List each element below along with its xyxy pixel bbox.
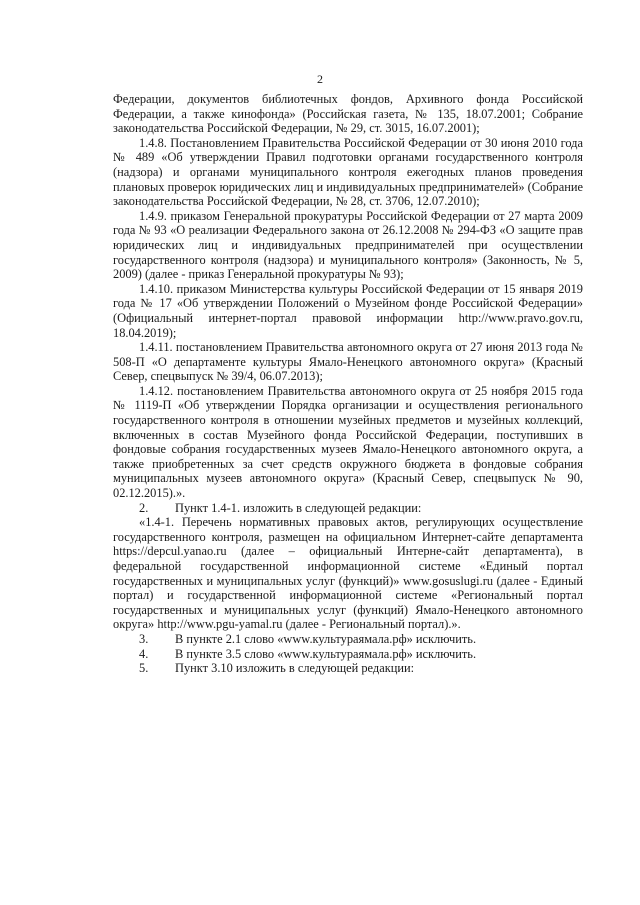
item-text: В пункте 3.5 слово «www.культураямала.рф» исключить. — [175, 646, 477, 661]
document-body — [113, 92, 583, 676]
paragraph-1-4-11: 1.4.11. постановлением Правительства автономного округа от 27 июня 2013 года № 508-П «О департаменте культуры Ямало-Ненецкого автономного округа» (Красный Север, спецвыпуск № 39/4, 06.07.2013); — [113, 340, 583, 384]
item-number: 3. — [139, 631, 149, 646]
paragraph-1-4-12: 1.4.12. постановлением Правительства автономного округа от 25 ноября 2015 года № 1119-П «Об утверждении Порядка организации и осуществления регионального государственного контроля в отношении музейных предметов и музейных коллекций, включенных в состав Музейного фонда Российской Федерации, поступивших в фондовые собрания государственных музеев Ямало-Ненецкого автономного округа, а также приобретенных за счет средств окружного бюджета в фондовые собрания муниципальных музеев автономного округа» (Красный Север, спецвыпуск № 90, 02.12.2015).». — [113, 383, 583, 501]
numbered-item-3 — [113, 632, 583, 647]
item-number: 5. — [139, 661, 149, 676]
paragraph-continuation: Федерации, документов библиотечных фондов, Архивного фонда Российской Федерации, а также кинофонда» (Российская газета, № 135, 18.07.2001; Собрание законодательства Российской Федерации, № 29, ст. 3015, 16.07.2001); — [113, 92, 583, 136]
quoted-paragraph-1-4-1: «1.4-1. Перечень нормативных правовых актов, регулирующих осуществление государственного контроля, размещен на официальном Интернет-сайте департамента https://depcul.yanao.ru (далее – официальный Интерне-сайт департамента), в федеральной государственной информационной системе «Единый портал государственных и муниципальных услуг (функций)» www.gosuslugi.ru (далее - Единый портал) и государственной информационной системе «Региональный портал государственных и муниципальных услуг (функций) Ямало-Ненецкого автономного округа» http://www.pgu-yamal.ru (далее - Региональный портал).». — [113, 515, 583, 632]
page-number: 2 — [317, 72, 323, 86]
item-text: Пункт 1.4-1. изложить в следующей редакции: — [175, 500, 422, 515]
numbered-item-5 — [113, 661, 583, 676]
item-text: В пункте 2.1 слово «www.культураямала.рф» исключить. — [175, 631, 477, 646]
paragraph-1-4-9: 1.4.9. приказом Генеральной прокуратуры Российской Федерации от 27 марта 2009 года № 93 «О реализации Федерального закона от 26.12.2008 № 294-ФЗ «О защите прав юридических лиц и индивидуальных предпринимателей при осуществлении государственного контроля (надзора) и муниципального контроля» (Законность, № 5, 2009) (далее - приказ Генеральной прокуратуры № 93); — [113, 208, 583, 282]
item-text: Пункт 3.10 изложить в следующей редакции: — [175, 661, 415, 676]
item-number: 4. — [139, 646, 149, 661]
paragraph-1-4-10: 1.4.10. приказом Министерства культуры Российской Федерации от 15 января 2019 года № 17 «Об утверждении Положений о Музейном фонде Российской Федерации» (Официальный интернет-портал правовой информации http://www.pravo.gov.ru, 18.04.2019); — [113, 281, 583, 340]
numbered-item-4 — [113, 647, 583, 662]
item-number: 2. — [139, 500, 149, 515]
numbered-item-2 — [113, 501, 583, 516]
paragraph-1-4-8: 1.4.8. Постановлением Правительства Российской Федерации от 30 июня 2010 года № 489 «Об утверждении Правил подготовки органами государственного контроля (надзора) и органами муниципального контроля ежегодных планов проведения плановых проверок юридических лиц и индивидуальных предпринимателей» (Собрание законодательства Российской Федерации, № 28, ст. 3706, 12.07.2010); — [113, 135, 583, 209]
